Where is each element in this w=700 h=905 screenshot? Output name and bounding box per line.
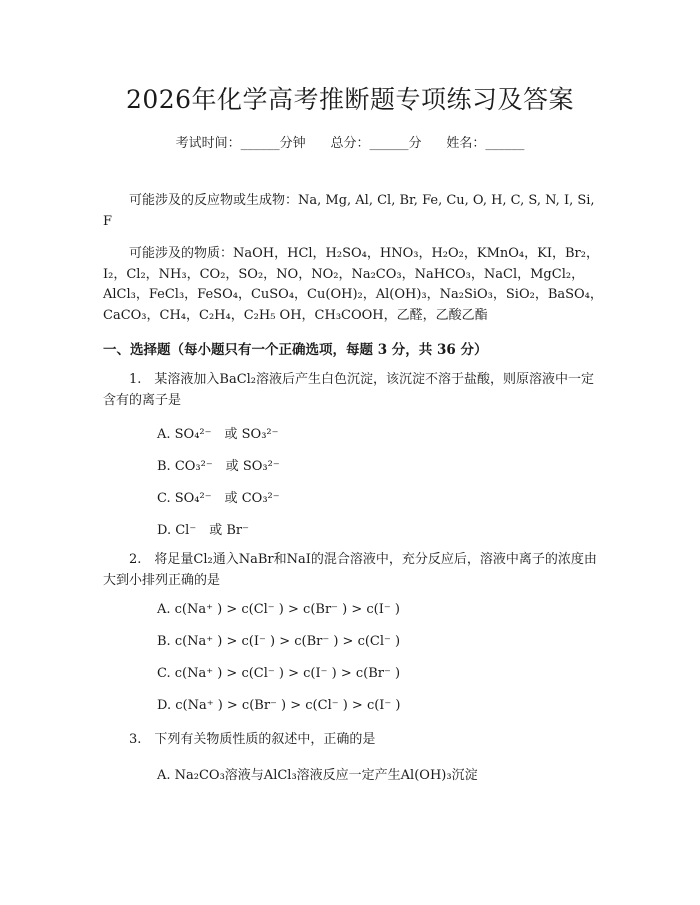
score-blank[interactable]: ______ xyxy=(369,136,409,151)
name-blank[interactable]: ______ xyxy=(485,136,525,151)
time-unit: 分钟 xyxy=(279,136,306,151)
score-unit: 分 xyxy=(408,136,422,151)
exam-meta xyxy=(0,132,700,151)
time-blank[interactable]: ______ xyxy=(240,136,280,151)
page-title: 2026年化学高考推断题专项练习及答案 xyxy=(125,85,575,114)
question-2-option-d[interactable]: D. c(Na⁺ ) > c(Br⁻ ) > c(Cl⁻ ) > c(I⁻ ) xyxy=(157,698,401,713)
name-label: 姓名： xyxy=(446,136,486,151)
question-2-option-c[interactable]: C. c(Na⁺ ) > c(Cl⁻ ) > c(I⁻ ) > c(Br⁻ ) xyxy=(157,666,401,681)
question-3-option-a[interactable]: A. Na₂CO₃溶液与AlCl₃溶液反应一定产生Al(OH)₃沉淀 xyxy=(157,768,478,783)
question-2-option-a[interactable]: A. c(Na⁺ ) > c(Cl⁻ ) > c(Br⁻ ) > c(I⁻ ) xyxy=(157,602,400,617)
intro-elements: 可能涉及的反应物或生成物：Na, Mg, Al, Cl, Br, Fe, Cu, O, H, C, S, N, I, Si, F xyxy=(103,193,595,229)
question-3-stem: 3. 下列有关物质性质的叙述中，正确的是 xyxy=(129,732,376,747)
question-1-option-d[interactable]: D. Cl⁻ 或 Br⁻ xyxy=(157,523,249,538)
question-2-stem: 2. 将足量Cl₂通入NaBr和NaI的混合溶液中，充分反应后，溶液中离子的浓度由大到小排列正确的是 xyxy=(103,552,597,588)
question-2-option-b[interactable]: B. c(Na⁺ ) > c(I⁻ ) > c(Br⁻ ) > c(Cl⁻ ) xyxy=(157,634,401,649)
time-label: 考试时间： xyxy=(175,136,241,151)
question-1-option-b[interactable]: B. CO₃²⁻ 或 SO₃²⁻ xyxy=(157,459,280,474)
section-title: 一、选择题（每小题只有一个正确选项，每题 3 分，共 36 分） xyxy=(103,342,488,358)
score-label: 总分： xyxy=(330,136,370,151)
question-1-option-a[interactable]: A. SO₄²⁻ 或 SO₃²⁻ xyxy=(157,427,279,442)
intro-substances: 可能涉及的物质：NaOH，HCl，H₂SO₄，HNO₃，H₂O₂，KMnO₄，KI，Br₂，I₂，Cl₂，NH₃，CO₂，SO₂，NO，NO₂，Na₂CO₃，NaHCO₃，NaCl，MgCl₂，AlCl₃，FeCl₃，FeSO₄，CuSO₄，Cu(OH)₂，Al(OH)₃，Na₂SiO₃，SiO₂，BaSO₄，CaCO₃，CH₄，C₂H₄，C₂H₅ OH，CH₃COOH，乙醛，乙酸乙酯 xyxy=(103,246,603,323)
question-1-stem: 1. 某溶液加入BaCl₂溶液后产生白色沉淀，该沉淀不溶于盐酸，则原溶液中一定含有的离子是 xyxy=(103,372,595,408)
question-1-option-c[interactable]: C. SO₄²⁻ 或 CO₃²⁻ xyxy=(157,491,280,506)
